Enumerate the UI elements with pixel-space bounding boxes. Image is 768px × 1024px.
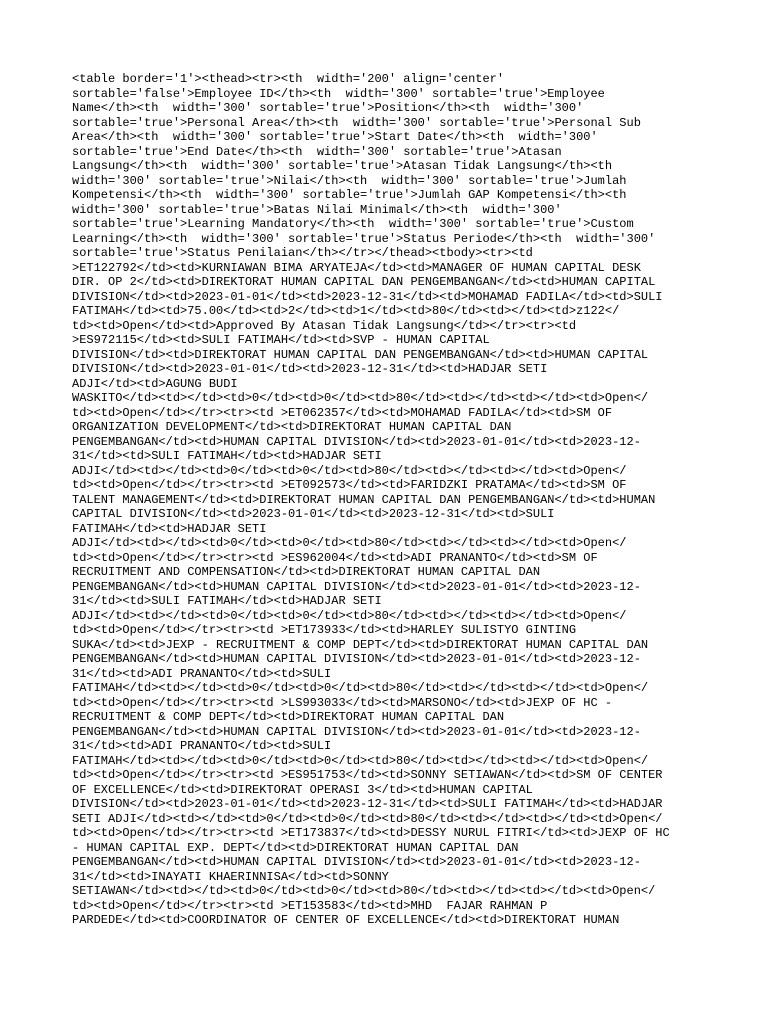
text-line: SETIAWAN</td><td></td><td>0</td><td>0</td><td>80</td><td></td><td></td><td>Open</ bbox=[72, 884, 656, 898]
text-line: PARDEDE</td><td>COORDINATOR OF CENTER OF EXCELLENCE</td><td>DIREKTORAT HUMAN bbox=[72, 913, 620, 927]
text-line: >ES972115</td><td>SULI FATIMAH</td><td>SVP - HUMAN CAPITAL bbox=[72, 333, 490, 347]
text-line: PENGEMBANGAN</td><td>HUMAN CAPITAL DIVISION</td><td>2023-01-01</td><td>2023-12- bbox=[72, 855, 641, 869]
text-line: ADJI</td><td></td><td>0</td><td>0</td><td>80</td><td></td><td></td><td>Open</ bbox=[72, 463, 627, 478]
text-line: Learning</th><th width='300' sortable='true'>Status Periode</th><th width='300' bbox=[72, 231, 656, 246]
text-line: PENGEMBANGAN</td><td>HUMAN CAPITAL DIVISION</td><td>2023-01-01</td><td>2023-12- bbox=[72, 579, 641, 594]
text-line: td><td>Open</td><td>Approved By Atasan Tidak Langsung</td></tr><tr><td bbox=[72, 318, 577, 333]
text-line: td><td>Open</td></tr><tr><td >ET173837</td><td>DESSY NURUL FITRI</td><td>JEXP OF HC bbox=[72, 826, 670, 840]
text-line: FATIMAH</td><td></td><td>0</td><td>0</td><td>80</td><td></td><td></td><td>Open</ bbox=[72, 681, 649, 695]
text-line: td><td>Open</td></tr><tr><td >ES951753</td><td>SONNY SETIAWAN</td><td>SM OF CENTER bbox=[72, 768, 663, 782]
text-line: sortable='true'>Personal Area</th><th width='300' sortable='true'>Personal Sub bbox=[72, 115, 641, 130]
text-line: 31</td><td>INAYATI KHAERINNISA</td><td>SONNY bbox=[72, 869, 389, 884]
text-line: ADJI</td><td></td><td>0</td><td>0</td><td>80</td><td></td><td></td><td>Open</ bbox=[72, 536, 627, 550]
text-line: 31</td><td>SULI FATIMAH</td><td>HADJAR SETI bbox=[72, 449, 382, 463]
text-line: DIVISION</td><td>2023-01-01</td><td>2023-12-31</td><td>SULI FATIMAH</td><td>HADJAR bbox=[72, 797, 663, 811]
text-line: RECRUITMENT & COMP DEPT</td><td>DIREKTORAT HUMAN CAPITAL DAN bbox=[72, 710, 505, 724]
text-line: Name</th><th width='300' sortable='true'>Position</th><th width='300' bbox=[72, 101, 584, 115]
text-line: DIVISION</td><td>DIREKTORAT HUMAN CAPITAL DAN PENGEMBANGAN</td><td>HUMAN CAPITAL bbox=[72, 347, 649, 362]
text-line: 31</td><td>ADI PRANANTO</td><td>SULI bbox=[72, 739, 332, 753]
text-line: ORGANIZATION DEVELOPMENT</td><td>DIREKTORAT HUMAN CAPITAL DAN bbox=[72, 420, 512, 434]
text-line: ADJI</td><td></td><td>0</td><td>0</td><td>80</td><td></td><td></td><td>Open</ bbox=[72, 608, 627, 623]
text-line: Area</th><th width='300' sortable='true'>Start Date</th><th width='300' bbox=[72, 130, 598, 144]
document-text-block bbox=[72, 72, 732, 928]
text-line: PENGEMBANGAN</td><td>HUMAN CAPITAL DIVISION</td><td>2023-01-01</td><td>2023-12- bbox=[72, 652, 641, 666]
text-line: - HUMAN CAPITAL EXP. DEPT</td><td>DIREKTORAT HUMAN CAPITAL DAN bbox=[72, 840, 519, 855]
text-line: CAPITAL DIVISION</td><td>2023-01-01</td><td>2023-12-31</td><td>SULI bbox=[72, 507, 555, 521]
text-line: PENGEMBANGAN</td><td>HUMAN CAPITAL DIVISION</td><td>2023-01-01</td><td>2023-12- bbox=[72, 724, 641, 739]
text-line: td><td>Open</td></tr><tr><td >ET153583</td><td>MHD FAJAR RAHMAN P bbox=[72, 898, 548, 913]
text-line: TALENT MANAGEMENT</td><td>DIREKTORAT HUMAN CAPITAL DAN PENGEMBANGAN</td><td>HUMAN bbox=[72, 492, 656, 507]
text-line: DIR. OP 2</td><td>DIREKTORAT HUMAN CAPITAL DAN PENGEMBANGAN</td><td>HUMAN CAPITAL bbox=[72, 275, 656, 289]
text-line: td><td>Open</td></tr><tr><td >ES962004</td><td>ADI PRANANTO</td><td>SM OF bbox=[72, 550, 598, 565]
text-line: RECRUITMENT AND COMPENSATION</td><td>DIREKTORAT HUMAN CAPITAL DAN bbox=[72, 565, 541, 579]
text-line: sortable='true'>Status Penilaian</th></tr></thead><tbody><tr><td bbox=[72, 246, 533, 260]
text-line: td><td>Open</td></tr><tr><td >LS993033</td><td>MARSONO</td><td>JEXP OF HC - bbox=[72, 695, 613, 710]
text-line: width='300' sortable='true'>Batas Nilai Minimal</th><th width='300' bbox=[72, 202, 562, 217]
text-line: 31</td><td>ADI PRANANTO</td><td>SULI bbox=[72, 666, 332, 681]
text-line: ADJI</td><td>AGUNG BUDI bbox=[72, 376, 238, 391]
text-line: SUKA</td><td>JEXP - RECRUITMENT & COMP DEPT</td><td>DIREKTORAT HUMAN CAPITAL DAN bbox=[72, 637, 649, 652]
text-line: PENGEMBANGAN</td><td>HUMAN CAPITAL DIVISION</td><td>2023-01-01</td><td>2023-12- bbox=[72, 434, 641, 449]
text-line: DIVISION</td><td>2023-01-01</td><td>2023-12-31</td><td>MOHAMAD FADILA</td><td>SULI bbox=[72, 289, 663, 304]
text-line: SETI ADJI</td><td></td><td>0</td><td>0</td><td>80</td><td></td><td></td><td>Open</ bbox=[72, 811, 663, 826]
text-line: td><td>Open</td></tr><tr><td >ET173933</td><td>HARLEY SULISTYO GINTING bbox=[72, 623, 577, 637]
text-line: sortable='true'>Learning Mandatory</th><th width='300' sortable='true'>Custom bbox=[72, 217, 634, 231]
text-line: td><td>Open</td></tr><tr><td >ET062357</td><td>MOHAMAD FADILA</td><td>SM OF bbox=[72, 405, 613, 420]
text-line: <table border='1'><thead><tr><th width='200' align='center' bbox=[72, 72, 505, 86]
text-line: 31</td><td>SULI FATIMAH</td><td>HADJAR SETI bbox=[72, 594, 382, 608]
text-line: >ET122792</td><td>KURNIAWAN BIMA ARYATEJA</td><td>MANAGER OF HUMAN CAPITAL DESK bbox=[72, 260, 641, 275]
text-line: FATIMAH</td><td>75.00</td><td>2</td><td>1</td><td>80</td><td></td><td>z122</ bbox=[72, 304, 620, 318]
text-line: FATIMAH</td><td></td><td>0</td><td>0</td><td>80</td><td></td><td></td><td>Open</ bbox=[72, 753, 649, 768]
text-line: sortable='false'>Employee ID</th><th width='300' sortable='true'>Employee bbox=[72, 86, 605, 101]
text-line: td><td>Open</td></tr><tr><td >ET092573</td><td>FARIDZKI PRATAMA</td><td>SM OF bbox=[72, 478, 627, 492]
text-line: FATIMAH</td><td>HADJAR SETI bbox=[72, 521, 267, 536]
text-line: OF EXCELLENCE</td><td>DIREKTORAT OPERASI 3</td><td>HUMAN CAPITAL bbox=[72, 782, 533, 797]
text-line: Langsung</th><th width='300' sortable='true'>Atasan Tidak Langsung</th><th bbox=[72, 159, 613, 173]
text-line: Kompetensi</th><th width='300' sortable='true'>Jumlah GAP Kompetensi</th><th bbox=[72, 188, 627, 202]
text-line: DIVISION</td><td>2023-01-01</td><td>2023-12-31</td><td>HADJAR SETI bbox=[72, 362, 548, 376]
text-line: sortable='true'>End Date</th><th width='300' sortable='true'>Atasan bbox=[72, 144, 562, 159]
text-line: width='300' sortable='true'>Nilai</th><th width='300' sortable='true'>Jumlah bbox=[72, 173, 627, 188]
text-line: WASKITO</td><td></td><td>0</td><td>0</td><td>80</td><td></td><td></td><td>Open</ bbox=[72, 391, 649, 405]
